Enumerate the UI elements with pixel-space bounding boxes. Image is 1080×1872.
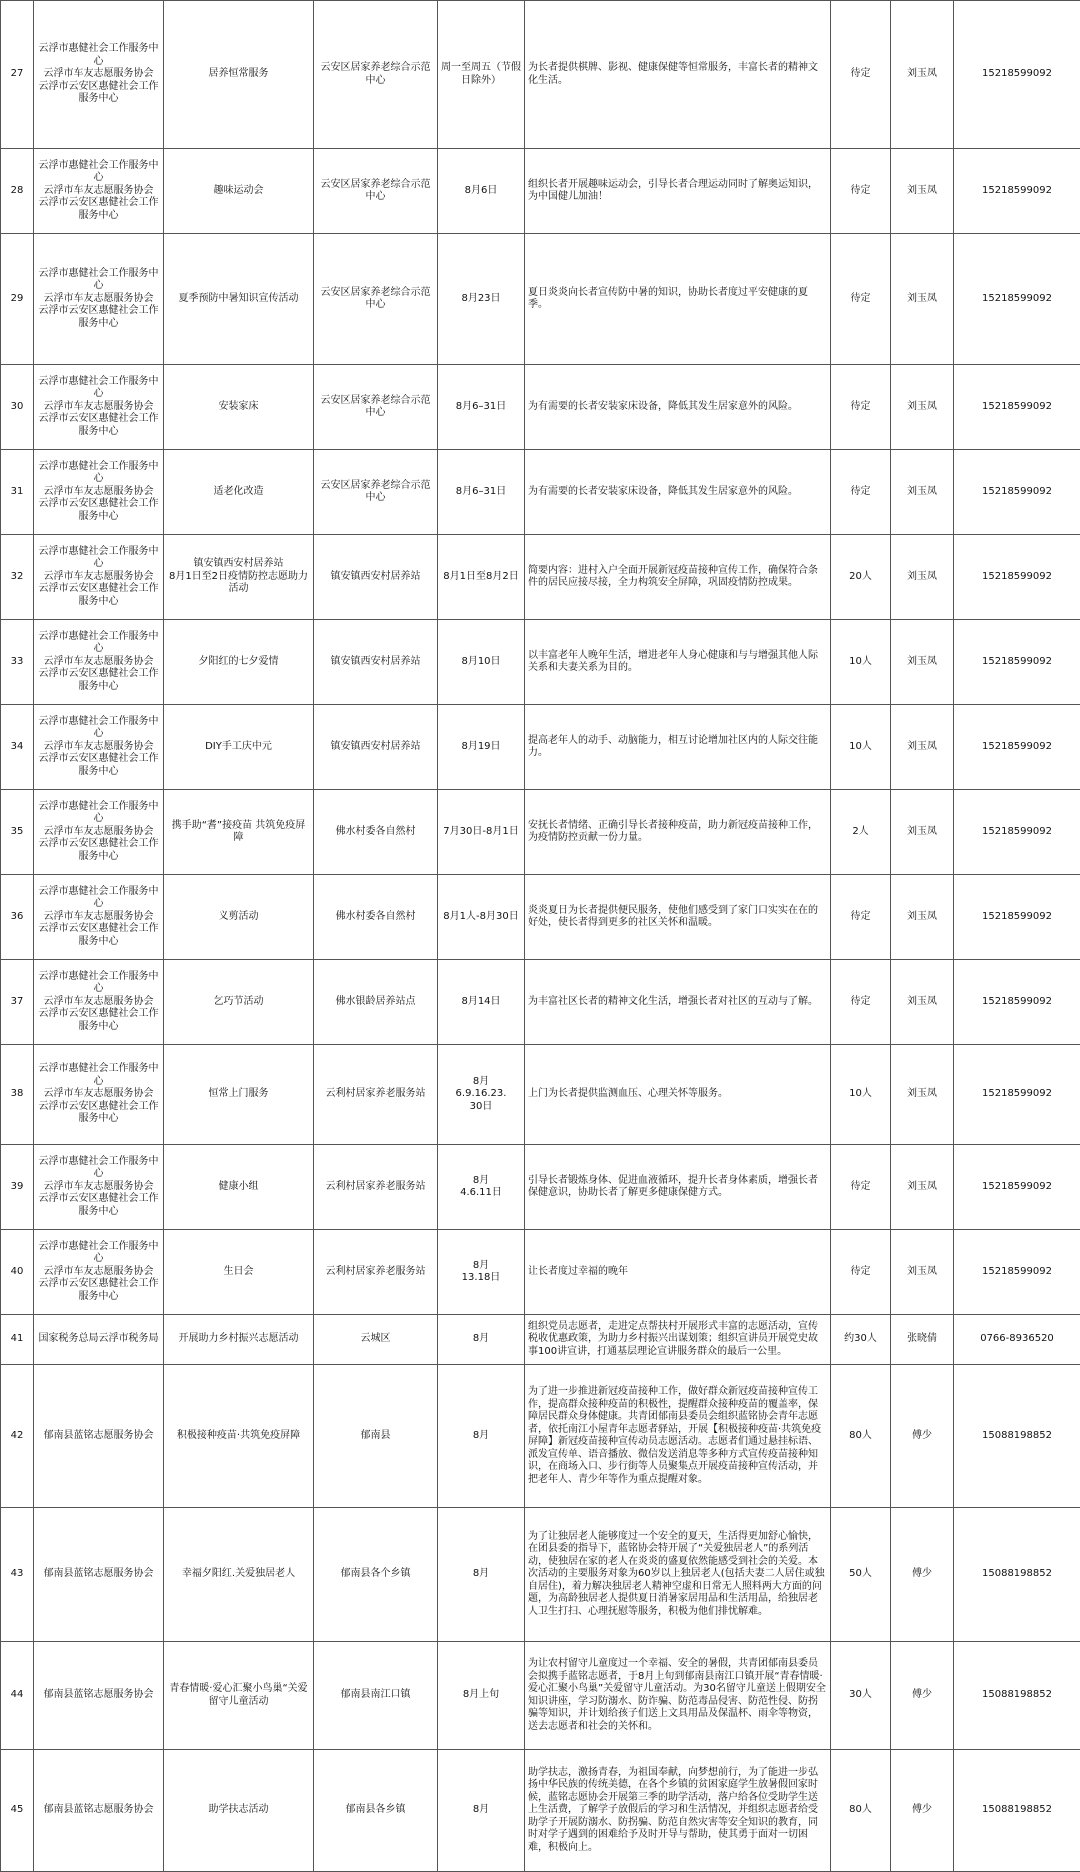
cell-time: 8月	[438, 1315, 525, 1365]
cell-phone: 15218599092	[954, 535, 1080, 620]
cell-location: 镇安镇西安村居养站	[314, 705, 438, 790]
cell-location: 云城区	[314, 1315, 438, 1365]
cell-activity-name: 幸福夕阳红.关爱独居老人	[164, 1508, 314, 1642]
cell-volunteer-count: 50人	[831, 1508, 891, 1642]
cell-organizer: 云浮市惠健社会工作服务中心 云浮市车友志愿服务协会 云浮市云安区惠健社会工作服务中心	[34, 1045, 164, 1145]
cell-activity-name: 镇安镇西安村居养站 8月1日至2日疫情防控志愿助力活动	[164, 535, 314, 620]
cell-number: 44	[1, 1642, 34, 1750]
cell-activity-name: DIY手工庆中元	[164, 705, 314, 790]
cell-contact: 刘玉凤	[891, 149, 954, 234]
cell-activity-name: 恒常上门服务	[164, 1045, 314, 1145]
cell-volunteer-count: 80人	[831, 1365, 891, 1508]
cell-location: 佛水银龄居养站点	[314, 960, 438, 1045]
cell-activity-name: 趣味运动会	[164, 149, 314, 234]
table-row	[1, 1145, 1080, 1230]
cell-time: 8月6–31日	[438, 365, 525, 450]
cell-organizer: 云浮市惠健社会工作服务中心 云浮市车友志愿服务协会 云浮市云安区惠健社会工作服务中心	[34, 535, 164, 620]
cell-time: 8月1日至8月2日	[438, 535, 525, 620]
cell-activity-name: 居养恒常服务	[164, 1, 314, 149]
cell-content: 提高老年人的动手、动脑能力，相互讨论增加社区内的人际交往能力。	[525, 705, 831, 790]
cell-time: 8月6–31日	[438, 450, 525, 535]
cell-volunteer-count: 80人	[831, 1750, 891, 1872]
cell-content: 为丰富社区长者的精神文化生活，增强长者对社区的互动与了解。	[525, 960, 831, 1045]
cell-content: 上门为长者提供监测血压、心理关怀等服务。	[525, 1045, 831, 1145]
cell-contact: 刘玉凤	[891, 535, 954, 620]
cell-organizer: 云浮市惠健社会工作服务中心 云浮市车友志愿服务协会 云浮市云安区惠健社会工作服务中心	[34, 234, 164, 365]
cell-volunteer-count: 约30人	[831, 1315, 891, 1365]
cell-phone: 15088198852	[954, 1365, 1080, 1508]
table-row	[1, 1365, 1080, 1508]
cell-activity-name: 义剪活动	[164, 875, 314, 960]
cell-phone: 15218599092	[954, 1230, 1080, 1315]
cell-content: 为有需要的长者安装家床设备，降低其发生居家意外的风险。	[525, 450, 831, 535]
cell-organizer: 郁南县蓝铭志愿服务协会	[34, 1365, 164, 1508]
cell-contact: 刘玉凤	[891, 705, 954, 790]
cell-volunteer-count: 待定	[831, 1145, 891, 1230]
cell-content: 为有需要的长者安装家床设备，降低其发生居家意外的风险。	[525, 365, 831, 450]
cell-phone: 15218599092	[954, 790, 1080, 875]
cell-contact: 刘玉凤	[891, 1230, 954, 1315]
table-row	[1, 234, 1080, 365]
cell-activity-name: 积极接种疫苗·共筑免疫屏障	[164, 1365, 314, 1508]
cell-location: 郁南县	[314, 1365, 438, 1508]
cell-organizer: 云浮市惠健社会工作服务中心 云浮市车友志愿服务协会 云浮市云安区惠健社会工作服务中心	[34, 1145, 164, 1230]
cell-organizer: 云浮市惠健社会工作服务中心 云浮市车友志愿服务协会 云浮市云安区惠健社会工作服务中心	[34, 705, 164, 790]
table-row	[1, 149, 1080, 234]
cell-contact: 傅少	[891, 1642, 954, 1750]
table-row	[1, 1508, 1080, 1642]
cell-location: 郁南县南江口镇	[314, 1642, 438, 1750]
table-row	[1, 705, 1080, 790]
cell-location: 云安区居家养老综合示范中心	[314, 149, 438, 234]
cell-organizer: 云浮市惠健社会工作服务中心 云浮市车友志愿服务协会 云浮市云安区惠健社会工作服务中心	[34, 960, 164, 1045]
cell-location: 郁南县各乡镇	[314, 1750, 438, 1872]
cell-contact: 刘玉凤	[891, 875, 954, 960]
cell-number: 31	[1, 450, 34, 535]
cell-time: 8月 4.6.11日	[438, 1145, 525, 1230]
cell-content: 让长者度过幸福的晚年	[525, 1230, 831, 1315]
cell-activity-name: 安装家床	[164, 365, 314, 450]
cell-number: 30	[1, 365, 34, 450]
cell-number: 42	[1, 1365, 34, 1508]
cell-volunteer-count: 待定	[831, 1, 891, 149]
cell-time: 8月23日	[438, 234, 525, 365]
cell-volunteer-count: 10人	[831, 620, 891, 705]
cell-location: 佛水村委各自然村	[314, 790, 438, 875]
cell-organizer: 云浮市惠健社会工作服务中心 云浮市车友志愿服务协会 云浮市云安区惠健社会工作服务中心	[34, 365, 164, 450]
cell-number: 29	[1, 234, 34, 365]
cell-contact: 傅少	[891, 1508, 954, 1642]
cell-content: 引导长者锻炼身体、促进血液循环，提升长者身体素质，增强长者保健意识，协助长者了解更多健康保健方式。	[525, 1145, 831, 1230]
cell-time: 8月6日	[438, 149, 525, 234]
cell-contact: 傅少	[891, 1750, 954, 1872]
table-body	[1, 1, 1080, 1872]
table-row	[1, 1642, 1080, 1750]
cell-phone: 15218599092	[954, 1045, 1080, 1145]
cell-activity-name: 乞巧节活动	[164, 960, 314, 1045]
cell-number: 34	[1, 705, 34, 790]
table-row	[1, 875, 1080, 960]
table-row	[1, 1315, 1080, 1365]
cell-time: 8月14日	[438, 960, 525, 1045]
cell-location: 郁南县各个乡镇	[314, 1508, 438, 1642]
cell-volunteer-count: 2人	[831, 790, 891, 875]
cell-content: 简要内容：进村入户全面开展新冠疫苗接种宣传工作，确保符合条件的居民应接尽接，全力构筑安全屏障，巩固疫情防控成果。	[525, 535, 831, 620]
cell-content: 安抚长者情绪、正确引导长者接种疫苗，助力新冠疫苗接种工作，为疫情防控贡献一份力量。	[525, 790, 831, 875]
cell-location: 云利村居家养老服务站	[314, 1230, 438, 1315]
cell-contact: 刘玉凤	[891, 1145, 954, 1230]
cell-location: 佛水村委各自然村	[314, 875, 438, 960]
cell-content: 为了进一步推进新冠疫苗接种工作，做好群众新冠疫苗接种宣传工作，提高群众接种疫苗的积极性，提醒群众接种疫苗的覆盖率，保障居民群众身体健康。共青团郁南县委员会组织蓝铭协会青年志愿者，依托南江小屋青年志愿者驿站，开展【积极接种疫苗·共筑免疫屏障】新冠疫苗接种宣传动员志愿活动。志愿者们通过悬挂标语、派发宣传单、语音播放、微信发送消息等多种方式宣传疫苗接种知识，在商场入口、步行街等人员聚集点开展疫苗接种宣传活动，并把老年人、青少年等作为重点提醒对象。	[525, 1365, 831, 1508]
cell-number: 28	[1, 149, 34, 234]
cell-time: 8月	[438, 1365, 525, 1508]
cell-content: 组织党员志愿者，走进定点帮扶村开展形式丰富的志愿活动，宣传税收优惠政策，为助力乡村振兴出谋划策；组织宣讲员开展党史故事100讲宣讲，打通基层理论宣讲服务群众的最后一公里。	[525, 1315, 831, 1365]
cell-activity-name: 生日会	[164, 1230, 314, 1315]
cell-phone: 15218599092	[954, 365, 1080, 450]
cell-time: 8月	[438, 1750, 525, 1872]
cell-activity-name: 夏季预防中暑知识宣传活动	[164, 234, 314, 365]
cell-contact: 刘玉凤	[891, 1045, 954, 1145]
cell-location: 镇安镇西安村居养站	[314, 535, 438, 620]
cell-phone: 15088198852	[954, 1750, 1080, 1872]
cell-organizer: 云浮市惠健社会工作服务中心 云浮市车友志愿服务协会 云浮市云安区惠健社会工作服务中心	[34, 875, 164, 960]
cell-location: 云安区居家养老综合示范中心	[314, 1, 438, 149]
cell-organizer: 云浮市惠健社会工作服务中心 云浮市车友志愿服务协会 云浮市云安区惠健社会工作服务中心	[34, 1230, 164, 1315]
cell-organizer: 郁南县蓝铭志愿服务协会	[34, 1508, 164, 1642]
cell-phone: 0766-8936520	[954, 1315, 1080, 1365]
cell-content: 夏日炎炎向长者宣传防中暑的知识，协助长者度过平安健康的夏季。	[525, 234, 831, 365]
cell-number: 33	[1, 620, 34, 705]
cell-volunteer-count: 待定	[831, 960, 891, 1045]
cell-number: 38	[1, 1045, 34, 1145]
cell-number: 45	[1, 1750, 34, 1872]
cell-organizer: 云浮市惠健社会工作服务中心 云浮市车友志愿服务协会 云浮市云安区惠健社会工作服务中心	[34, 149, 164, 234]
cell-contact: 刘玉凤	[891, 450, 954, 535]
cell-content: 组织长者开展趣味运动会，引导长者合理运动同时了解奥运知识，为中国健儿加油！	[525, 149, 831, 234]
cell-location: 云利村居家养老服务站	[314, 1045, 438, 1145]
cell-number: 40	[1, 1230, 34, 1315]
cell-number: 39	[1, 1145, 34, 1230]
cell-organizer: 郁南县蓝铭志愿服务协会	[34, 1642, 164, 1750]
cell-time: 周一至周五（节假日除外）	[438, 1, 525, 149]
cell-location: 云安区居家养老综合示范中心	[314, 234, 438, 365]
cell-phone: 15218599092	[954, 875, 1080, 960]
table-row	[1, 1045, 1080, 1145]
cell-number: 35	[1, 790, 34, 875]
cell-contact: 刘玉凤	[891, 960, 954, 1045]
cell-content: 为让农村留守儿童度过一个幸福、安全的暑假，共青团郁南县委员会拟携手蓝铭志愿者，于8月上旬到郁南县南江口镇开展“青春情暖·爱心汇聚小鸟巢”关爱留守儿童活动。为30名留守儿童送上假期安全知识讲座，学习防溺水、防诈骗、防范毒品侵害、防范性侵、防拐骗等知识，并计划给孩子们送上文具用品及保温杯、雨伞等物资，送去志愿者和社会的关怀和。	[525, 1642, 831, 1750]
cell-contact: 刘玉凤	[891, 620, 954, 705]
cell-location: 镇安镇西安村居养站	[314, 620, 438, 705]
cell-volunteer-count: 待定	[831, 875, 891, 960]
cell-activity-name: 开展助力乡村振兴志愿活动	[164, 1315, 314, 1365]
cell-volunteer-count: 待定	[831, 1230, 891, 1315]
cell-location: 云安区居家养老综合示范中心	[314, 365, 438, 450]
cell-volunteer-count: 10人	[831, 1045, 891, 1145]
cell-organizer: 云浮市惠健社会工作服务中心 云浮市车友志愿服务协会 云浮市云安区惠健社会工作服务中心	[34, 450, 164, 535]
cell-contact: 张晓倩	[891, 1315, 954, 1365]
cell-organizer: 云浮市惠健社会工作服务中心 云浮市车友志愿服务协会 云浮市云安区惠健社会工作服务中心	[34, 790, 164, 875]
cell-content: 助学扶志，激扬青春，为祖国奉献，向梦想前行，为了能进一步弘扬中华民族的传统美德，在各个乡镇的贫困家庭学生放暑假回家时候，蓝铭志愿协会开展第三季的助学活动，落户给各位受助学生送上生活费，了解学子放假后的学习和生活情况，并组织志愿者给受助学子开展防溺水、防拐骗、防范自然灾害等安全知识的教育，同时对学子遇到的困难给予及时开导与帮助，使其勇于面对一切困难，积极向上。	[525, 1750, 831, 1872]
cell-time: 8月19日	[438, 705, 525, 790]
cell-organizer: 云浮市惠健社会工作服务中心 云浮市车友志愿服务协会 云浮市云安区惠健社会工作服务中心	[34, 620, 164, 705]
cell-content: 为了让独居老人能够度过一个安全的夏天，生活得更加舒心愉快，在团县委的指导下，蓝铭协会特开展了“关爱独居老人”的系列活动，使独居在家的老人在炎炎的盛夏依然能感受到社会的关爱。本次活动的主要服务对象为60岁以上独居老人(包括夫妻二人居住或独自居住)，着力解决独居老人精神空虚和日常无人照料两大方面的问题，为高龄独居老人提供夏日消暑家居用品和生活用品，给独居老人卫生打扫、心理抚慰等服务，积极为他们排忧解难。	[525, 1508, 831, 1642]
cell-volunteer-count: 20人	[831, 535, 891, 620]
cell-organizer: 郁南县蓝铭志愿服务协会	[34, 1750, 164, 1872]
table-row	[1, 1, 1080, 149]
cell-number: 36	[1, 875, 34, 960]
cell-contact: 刘玉凤	[891, 790, 954, 875]
cell-phone: 15218599092	[954, 1, 1080, 149]
cell-number: 27	[1, 1, 34, 149]
cell-activity-name: 青春情暖·爱心汇聚小鸟巢“关爱留守儿童活动	[164, 1642, 314, 1750]
cell-time: 7月30日-8月1日	[438, 790, 525, 875]
cell-activity-name: 携手助“耆”接疫苗 共筑免疫屏障	[164, 790, 314, 875]
cell-organizer: 云浮市惠健社会工作服务中心 云浮市车友志愿服务协会 云浮市云安区惠健社会工作服务中心	[34, 1, 164, 149]
table-row	[1, 620, 1080, 705]
cell-phone: 15218599092	[954, 234, 1080, 365]
table-row	[1, 1750, 1080, 1872]
cell-activity-name: 助学扶志活动	[164, 1750, 314, 1872]
cell-activity-name: 健康小组	[164, 1145, 314, 1230]
cell-volunteer-count: 30人	[831, 1642, 891, 1750]
cell-content: 炎炎夏日为长者提供便民服务，使他们感受到了家门口实实在在的好处，使长者得到更多的社区关怀和温暖。	[525, 875, 831, 960]
cell-content: 为长者提供棋牌、影视、健康保健等恒常服务，丰富长者的精神文化生活。	[525, 1, 831, 149]
cell-contact: 刘玉凤	[891, 1, 954, 149]
cell-volunteer-count: 待定	[831, 450, 891, 535]
cell-time: 8月10日	[438, 620, 525, 705]
cell-number: 41	[1, 1315, 34, 1365]
cell-phone: 15218599092	[954, 149, 1080, 234]
cell-time: 8月 13.18日	[438, 1230, 525, 1315]
cell-content: 以丰富老年人晚年生活，增进老年人身心健康和与与增强其他人际关系和夫妻关系为目的。	[525, 620, 831, 705]
cell-time: 8月1人-8月30日	[438, 875, 525, 960]
cell-number: 32	[1, 535, 34, 620]
cell-volunteer-count: 待定	[831, 365, 891, 450]
table-row	[1, 365, 1080, 450]
cell-contact: 傅少	[891, 1365, 954, 1508]
cell-location: 云利村居家养老服务站	[314, 1145, 438, 1230]
table-row	[1, 790, 1080, 875]
cell-time: 8月上旬	[438, 1642, 525, 1750]
cell-location: 云安区居家养老综合示范中心	[314, 450, 438, 535]
cell-phone: 15218599092	[954, 450, 1080, 535]
cell-phone: 15088198852	[954, 1642, 1080, 1750]
table-row	[1, 535, 1080, 620]
table-row	[1, 450, 1080, 535]
cell-activity-name: 夕阳红的七夕爱情	[164, 620, 314, 705]
cell-time: 8月 6.9.16.23. 30日	[438, 1045, 525, 1145]
cell-organizer: 国家税务总局云浮市税务局	[34, 1315, 164, 1365]
table-row	[1, 960, 1080, 1045]
cell-volunteer-count: 10人	[831, 705, 891, 790]
cell-volunteer-count: 待定	[831, 234, 891, 365]
cell-time: 8月	[438, 1508, 525, 1642]
cell-number: 37	[1, 960, 34, 1045]
cell-phone: 15218599092	[954, 960, 1080, 1045]
cell-activity-name: 适老化改造	[164, 450, 314, 535]
cell-phone: 15088198852	[954, 1508, 1080, 1642]
table-row	[1, 1230, 1080, 1315]
cell-contact: 刘玉凤	[891, 234, 954, 365]
cell-contact: 刘玉凤	[891, 365, 954, 450]
cell-volunteer-count: 待定	[831, 149, 891, 234]
cell-number: 43	[1, 1508, 34, 1642]
cell-phone: 15218599092	[954, 620, 1080, 705]
cell-phone: 15218599092	[954, 705, 1080, 790]
cell-phone: 15218599092	[954, 1145, 1080, 1230]
